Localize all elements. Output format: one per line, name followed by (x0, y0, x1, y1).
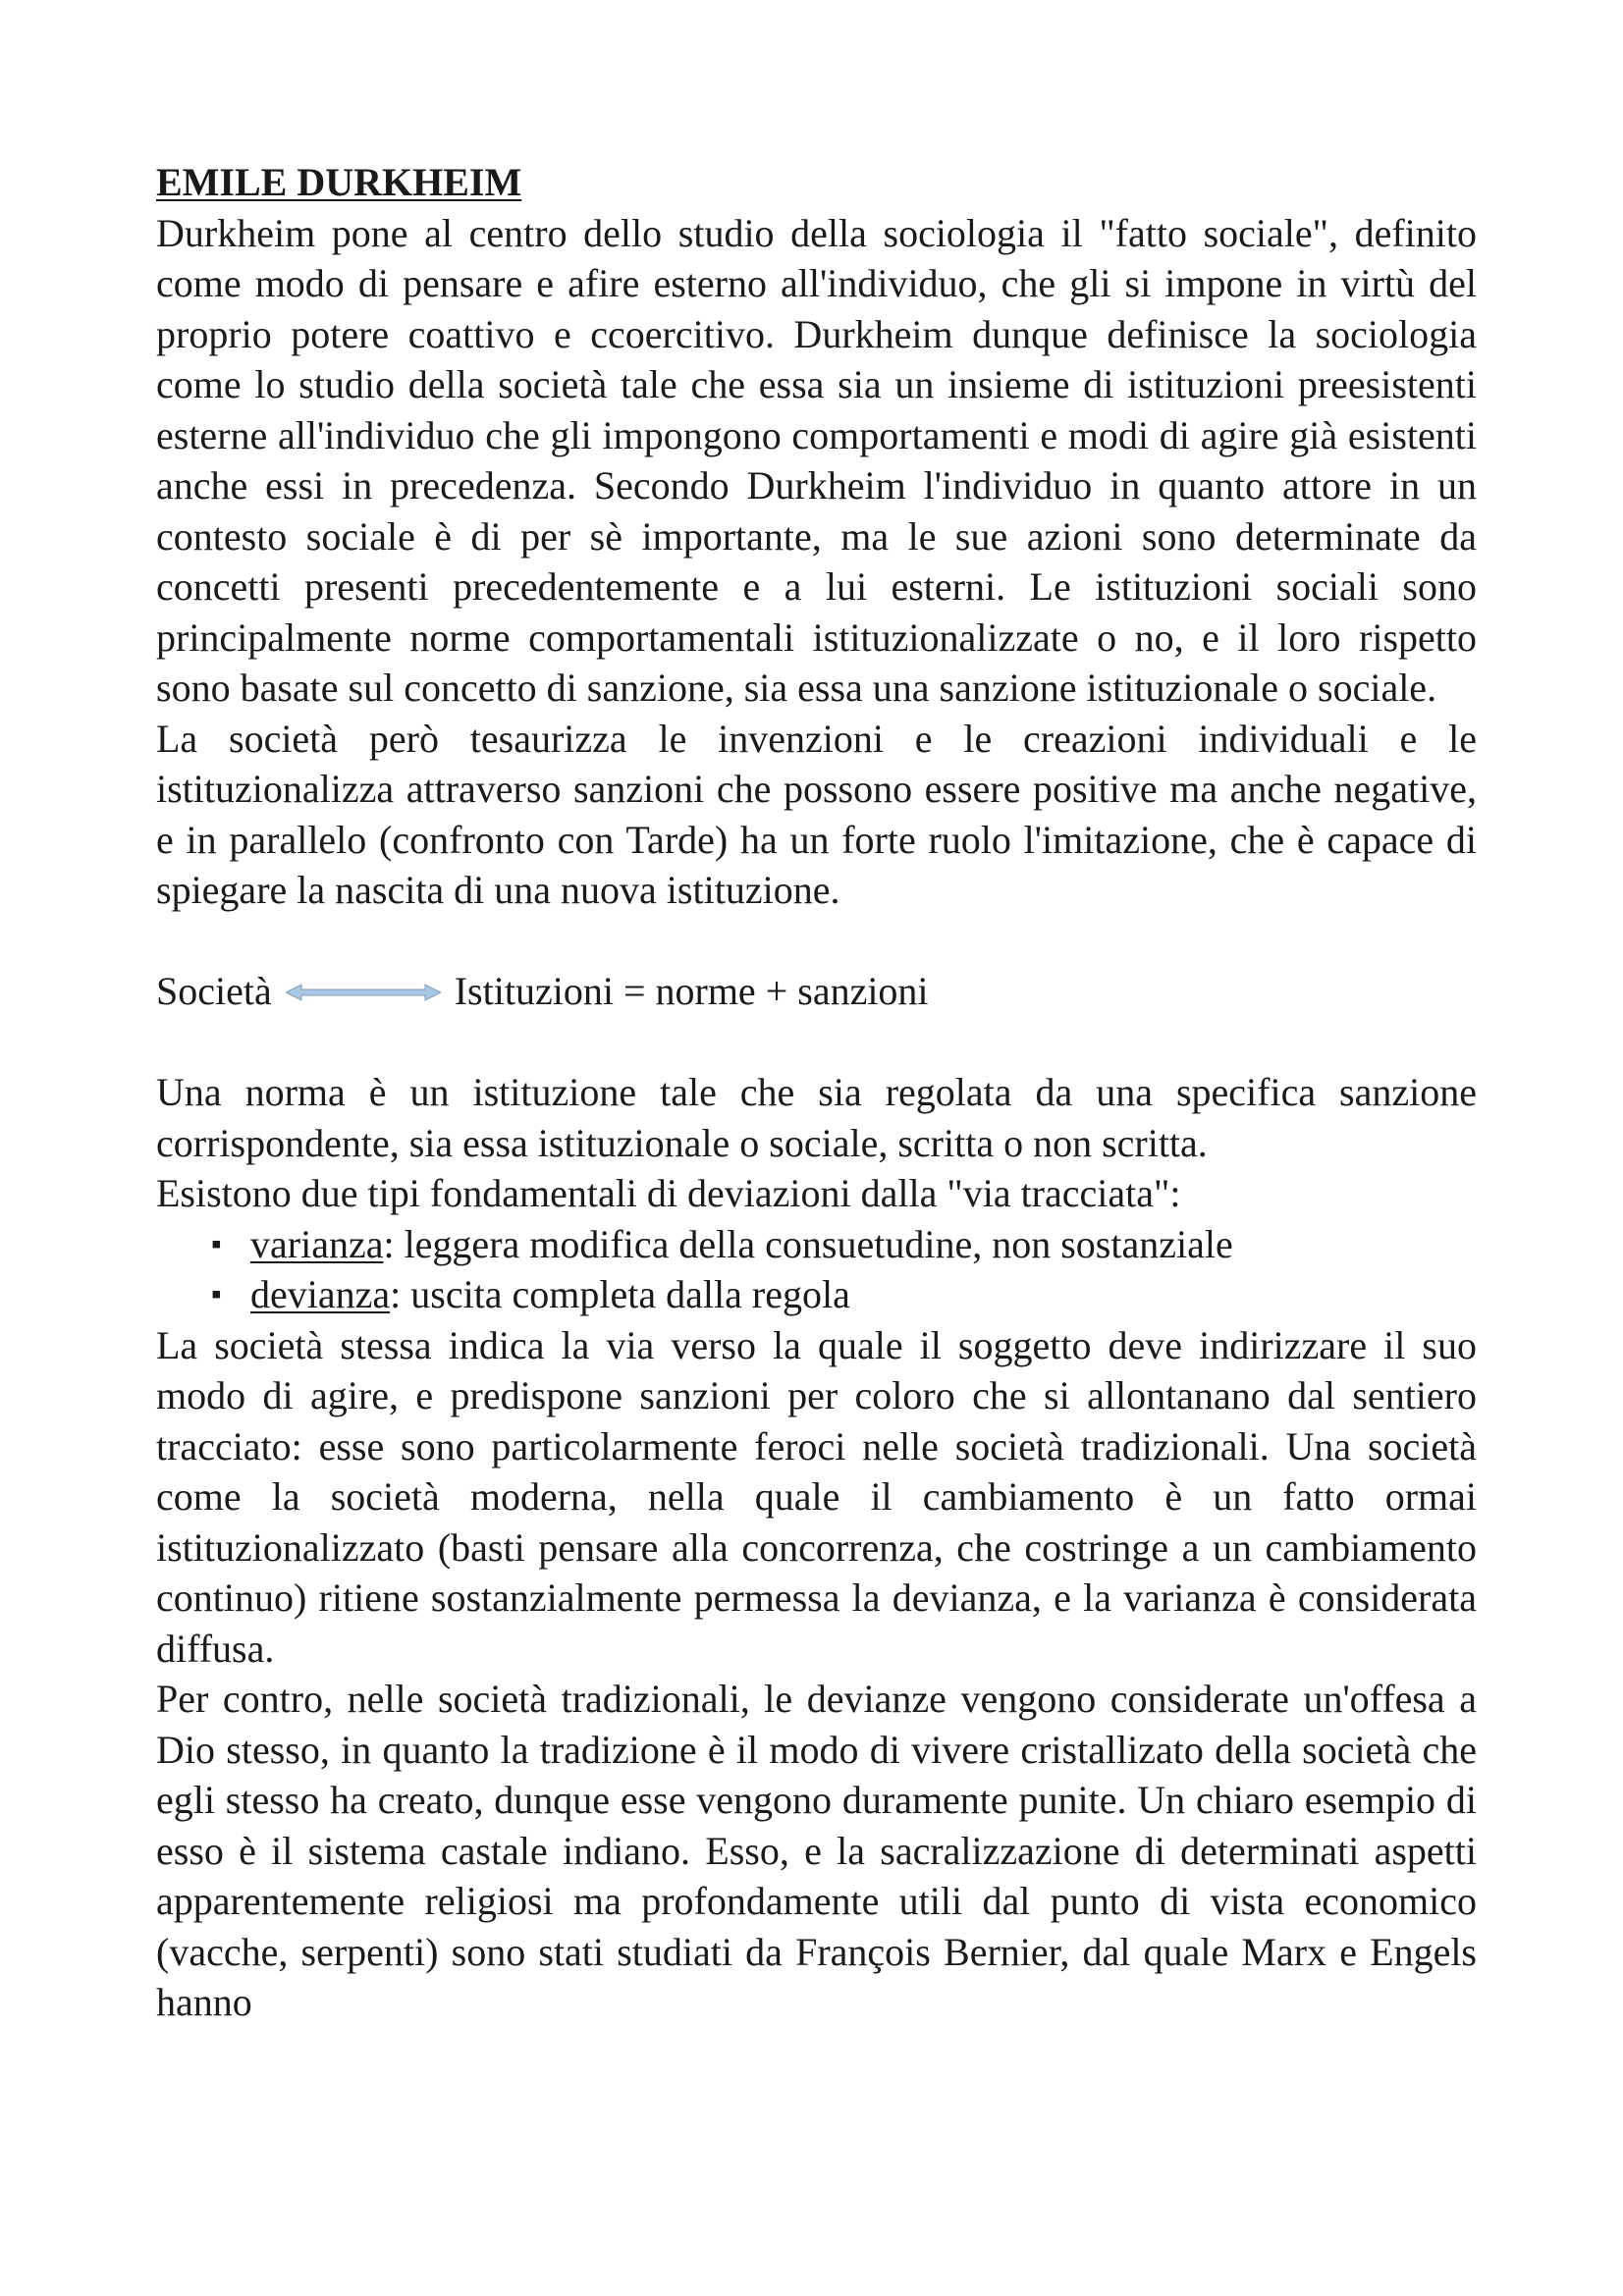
relation-right-label: Istituzioni = norme + sanzioni (454, 969, 929, 1013)
double-arrow-icon (286, 984, 441, 1001)
paragraph-deviazioni-intro: Esistono due tipi fondamentali di deviazioni dalla "via tracciata": (156, 1171, 1181, 1215)
paragraph-societa-tradizionali: Per contro, nelle società tradizionali, le devianze vengono considerate un'offesa a Dio stesso, in quanto la tradizione è il modo di vivere cristallizato della società che egli stesso ha creato, dunque esse vengono duramente punite. Un chiaro esempio di esso è il sistema castale indiano. Esso, e la sacralizzazione di determinati aspetti apparentemente religiosi ma profondamente utili dal punto di vista economico (vacche, serpenti) sono stati studiati da François Bernier, dal quale Marx e Engels hanno (156, 1677, 1477, 2024)
bullet-square-icon: ▪ (211, 1227, 222, 1260)
term-varianza: varianza (250, 1221, 384, 1266)
double-arrow-shape (286, 985, 441, 1000)
term-devianza: devianza (250, 1272, 391, 1316)
document-body (156, 157, 1477, 2028)
relation-left-label: Società (156, 969, 272, 1013)
paragraph-via-tracciata: La società stessa indica la via verso la quale il soggetto deve indirizzare il suo modo di agire, e predispone sanzioni per coloro che si allontanano dal sentiero tracciato: esse sono particolarmente feroci nelle società tradizionali. Una società come la società moderna, nella quale il cambiamento è un fatto ormai istituzionalizzato (basti pensare alla concorrenza, che costringe a un cambiamento continuo) ritiene sostanzialmente permessa la devianza, e la varianza è considerata diffusa. (156, 1322, 1477, 1671)
spacer (156, 1017, 1477, 1068)
paragraph-fatto-sociale: Durkheim pone al centro dello studio della sociologia il "fatto sociale", definito come modo di pensare e afire esterno all'individuo, che gli si impone in virtù del proprio potere coattivo e ccoercitivo. Durkheim dunque definisce la sociologia come lo studio della società tale che essa sia un insieme di istituzioni preesistenti esterne all'individuo che gli impongono comportamenti e modi di agire già esistenti anche essi in precedenza. Secondo Durkheim l'individuo in quanto attore in un contesto sociale è di per sè importante, ma le sue azioni sono determinate da concetti presenti precedentemente e a lui esterni. Le istituzioni sociali sono principalmente norme comportamentali istituzionalizzate o no, e il loro rispetto sono basate sul concetto di sanzione, sia essa una sanzione istituzionale o sociale. (156, 210, 1477, 710)
term-definition: : uscita completa dalla regola (390, 1272, 850, 1316)
term-definition: : leggera modifica della consuetudine, non sostanziale (383, 1221, 1233, 1266)
spacer (156, 916, 1477, 967)
bullet-square-icon: ▪ (211, 1278, 222, 1310)
list-item (211, 1219, 1477, 1270)
relation-diagram (156, 966, 1477, 1017)
paragraph-tesaurizza: La società però tesaurizza le invenzioni e le creazioni individuali e le istituzionalizza attraverso sanzioni che possono essere positive ma anche negative, e in parallelo (confronto con Tarde) ha un forte ruolo l'imitazione, che è capace di spiegare la nascita di una nuova istituzione. (156, 716, 1477, 912)
list-item (211, 1269, 1477, 1320)
document-title: EMILE DURKHEIM (156, 160, 522, 204)
paragraph-norma: Una norma è un istituzione tale che sia regolata da una specifica sanzione corrispondente, sia essa istituzionale o sociale, scritta o non scritta. (156, 1070, 1477, 1165)
deviation-list (156, 1219, 1477, 1320)
